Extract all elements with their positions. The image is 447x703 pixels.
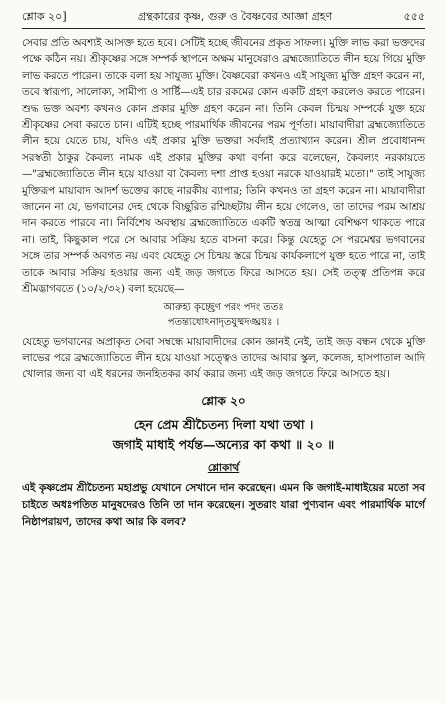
header-verse-ref: শ্লোক ২০] — [22, 10, 67, 23]
purport-paragraph-2: যেহেতু ভগবানের অপ্রাকৃত সেবা সম্বন্ধে মায়াবাদীদের কোন জ্ঞানই নেই, তাই জড় বন্ধন থেকে মুক্তি লাভের পরে ব্রহ্মজ্যোতিতে লীন হয়ে যাওয়া সত্ত্বেও তাদের আবার স্কুল, কলেজ, হাসপাতাল আদি খোলার জন্য বা এই ধরনের জনহিতকর কার্য করার জন্য এই জড় জগতে ফিরে আসতে হয়। — [22, 335, 425, 381]
header-rule — [22, 28, 425, 29]
quoted-verse-line-2: পতন্ত্যধোঽনাদৃতযুষ্মদঙ্ঘ্রয়ঃ । — [167, 316, 280, 328]
running-header — [22, 8, 425, 28]
translation-text: এই কৃষ্ণপ্রেম শ্রীচৈতন্য মহাপ্রভু যেখানে সেখানে দান করেছেন। এমন কি জগাই-মাধাইয়ের মতো সব চাইতে অধঃপতিত মানুষদেরও তিনি তা দান করেছেন। সুতরাং যারা পুণ্যবান এবং পারমার্থিক মার্গে নিষ্ঠাপরায়ণ, তাদের কথা আর কি বলব? — [22, 481, 425, 528]
quoted-verse — [22, 300, 425, 330]
shloka-heading: শ্লোক ২০ — [201, 393, 246, 408]
purport-paragraph-1: সেবার প্রতি অবশ্যই আসক্ত হতে হবে। সেটিই হচ্ছে জীবনের প্রকৃত সাফল্য। মুক্তি লাভ করা ভক্তদের পক্ষে কঠিন নয়। শ্রীকৃষ্ণের সঙ্গে সম্পর্ক স্থাপনে অক্ষম মানুষেরাও ব্রহ্মজ্যোতিতে লীন হয়ে গিয়ে মুক্তি লাভ করতে পারেন। তাকে বলা হয় সাযুজ্য মুক্তি। বৈষ্ণবেরা কখনও এই সাযুজ্য মুক্তি গ্রহণ করেন না, তবে স্বারূপ্য, সালোক্য, সামীপ্য ও সার্ষ্টি—এই চার রকমের কোন একটি গ্রহণ করলেও করতে পারেন। শুদ্ধ ভক্ত অবশ্য কখনও কোন প্রকার মুক্তি গ্রহণ করেন না। তিনি কেবল চিন্ময় সম্পর্কে যুক্ত হয়ে শ্রীকৃষ্ণের সেবা করতে চান। এটিই হচ্ছে পারমার্থিক জীবনের পরম পূর্ণতা। মায়াবাদীরা ব্রহ্মজ্যোতিতে লীন হয়ে যেতে চায়, যদিও এই প্রকার মুক্তি ভক্তরা সর্বদাই প্রত্যাখ্যান করেন। শ্রীল প্রবোধানন্দ সরস্বতী ঠাকুর কৈবল্য নামক এই প্রকার মুক্তির কথা বর্ণনা করে বলেছেন, কৈবল্যং নরকায়তে—"ব্রহ্মজ্যোতিতে লীন হয়ে যাওয়া বা কৈবল্য দশা প্রাপ্ত হওয়া নরকে যাওয়ারই মতো।" তাই সাযুজ্য মুক্তিরূপ মায়াবাদ আদর্শ ভক্তের কাছে নারকীয় ব্যাপার; তিনি কখনও তা গ্রহণ করেন না। মায়াবাদীরা জানেন না যে, ভগবানের দেহ থেকে বিচ্ছুরিত রশ্মিচ্ছটায় লীন হয়ে গেলেও, তা তাদের পরম আশ্রয় দান করতে পারবে না। নির্বিশেষ অবস্থায় ব্রহ্মজ্যোতিতে একটি স্বতন্ত্র আত্মা বেশিক্ষণ থাকতে পারে না। তাই, কিছুকাল পরে সে আবার সক্রিয় হতে বাসনা করে। কিন্তু যেহেতু সে পরমেশ্বর ভগবানের সঙ্গে তার সম্পর্ক অবগত নয় এবং যেহেতু সে চিন্ময় স্তরে চিন্ময় কার্যকলাপে যুক্ত হতে পারে না, তাই তাকে আবার সক্রিয় হওয়ার জন্য এই জড় জগতে ফিরে আসতে হয়। সেই তত্ত্ব প্রতিপন্ন করে শ্রীমদ্ভাগবতে (১০/২/৩২) বলা হয়েছে— — [22, 37, 425, 296]
header-page-number: ৫৫৫ — [403, 10, 425, 23]
shloka-line-1: হেন প্রেম শ্রীচৈতন্য দিলা যথা তথা । — [133, 416, 314, 432]
translation-heading: শ্লোকার্থ — [207, 461, 240, 474]
quoted-verse-line-1: আরুহ্য কৃচ্ছ্রেণ পরং পদং ততঃ — [163, 301, 284, 313]
header-chapter-title: গ্রন্থকারের কৃষ্ণ, গুরু ও বৈষ্ণবের আজ্ঞা গ্রহণ — [138, 10, 333, 23]
shloka-line-2: জগাই মাধাই পর্যন্ত—অন্যের কা কথা ॥ ২০ ॥ — [112, 436, 335, 452]
